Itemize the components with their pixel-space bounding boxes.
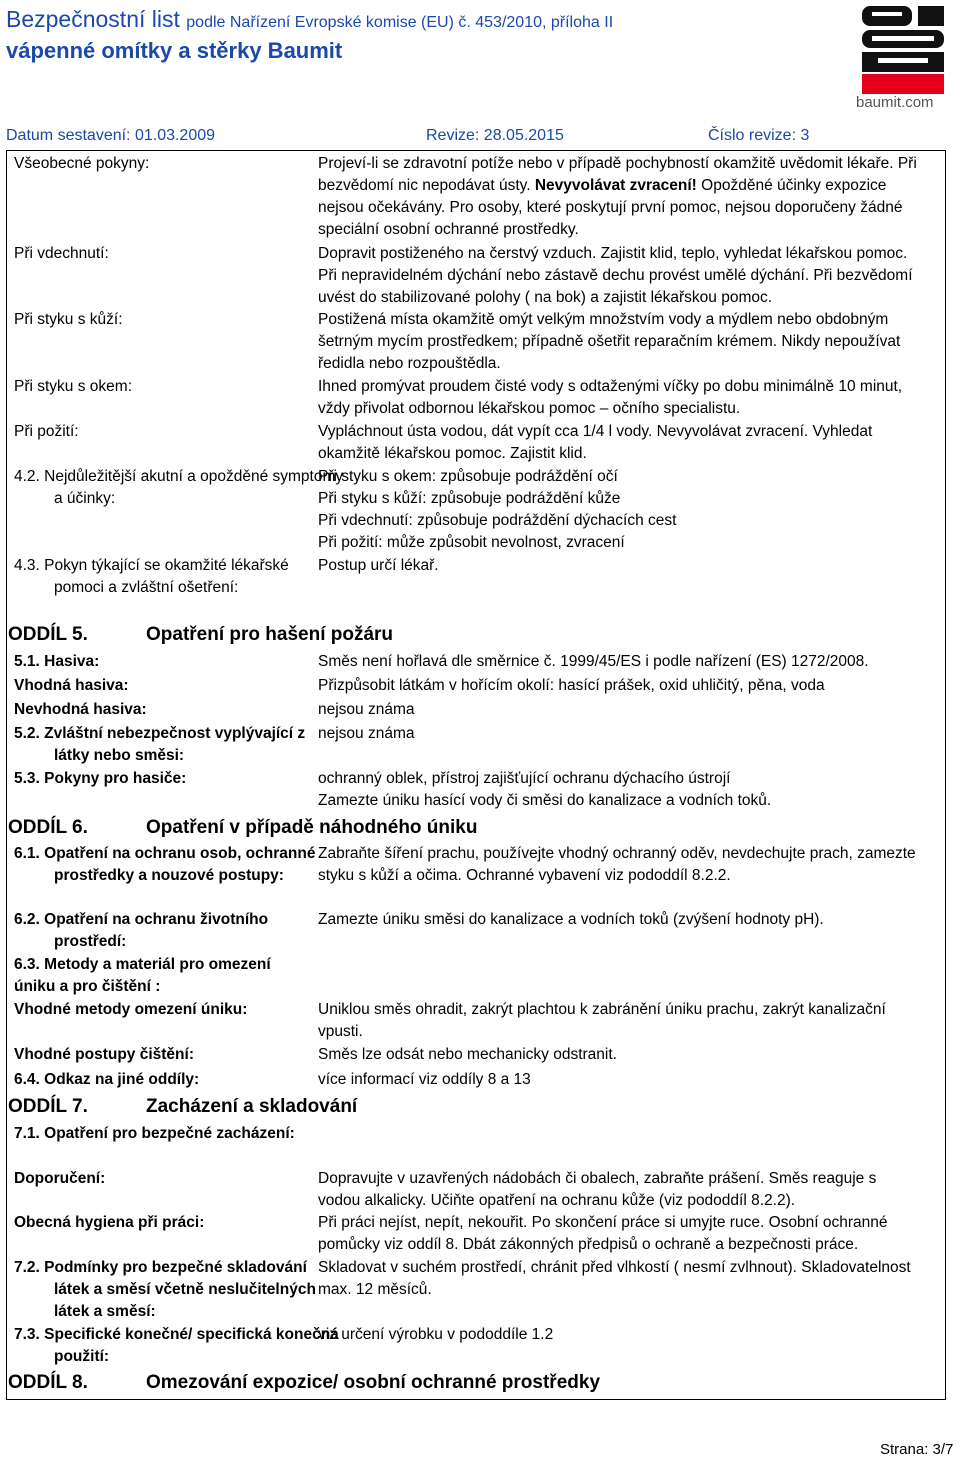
section-8-number: ODDÍL 8. — [8, 1372, 88, 1393]
suitable-media-text: Přizpůsobit látkám v hořícím okolí: hasící prášek, oxid uhličitý, pěna, voda — [318, 677, 825, 694]
section-5-heading — [8, 624, 393, 646]
containment-text: Uniklou směs ohradit, zakrýt plachtou k zabránění úniku prachu, zakrýt kanalizační vpusti. — [318, 1001, 886, 1040]
inhalation-text: Dopravit postiženého na čerstvý vzduch. Zajistit klid, teplo, vyhledat lékařskou pomoc. Při nepravidelném dýchání nebo zástavě dechu provést umělé dýchání. Při bezvědomí uvést do stabilizované polohy ( na bok) a zajistit lékařskou pomoc. — [318, 245, 913, 306]
symptom-ingestion: Při požití: může způsobit nevolnost, zvracení — [318, 534, 625, 551]
suitable-media-label: Vhodná hasiva: — [14, 677, 129, 694]
unsuitable-media-text: nejsou známa — [318, 701, 415, 718]
symptom-skin: Při styku s kůží: způsobuje podráždění kůže — [318, 490, 621, 507]
creation-date: Datum sestavení: 01.03.2009 — [6, 127, 216, 144]
section-5-number: ODDÍL 5. — [8, 624, 88, 645]
title-main: Bezpečnostní list — [6, 6, 180, 32]
symptom-inhalation: Při vdechnutí: způsobuje podráždění dýchacích cest — [318, 512, 677, 529]
ingestion-label: Při požití: — [14, 423, 79, 440]
general-advice-text: Projeví-li se zdravotní potíže nebo v případě pochybností okamžitě uvědomit lékaře. Při bezvědomí nic nepodávat ústy. Nevyvolávat zvracení! Opožděné účinky expozice nejsou očekávány. Pro osoby, které poskytují první pomoc, nejsou doporučeny žádné speciální osobní ochranné prostředky. — [318, 155, 917, 238]
extinguishing-media-text: Směs není hořlavá dle směrnice č. 1999/45/ES i podle nařízení (ES) 1272/2008. — [318, 653, 869, 670]
medical-attention-text: Postup určí lékař. — [318, 557, 439, 574]
containment-label: Vhodné metody omezení úniku: — [14, 1001, 248, 1018]
page-number: Strana: 3/7 — [880, 1441, 954, 1458]
unsuitable-media-label: Nevhodná hasiva: — [14, 701, 147, 718]
other-sections-text: více informací viz oddíly 8 a 13 — [318, 1071, 531, 1088]
revision-number: Číslo revize: 3 — [708, 127, 810, 144]
section-5-title: Opatření pro hašení požáru — [146, 624, 394, 645]
eye-contact-label: Při styku s okem: — [14, 378, 132, 395]
recommendation-label: Doporučení: — [14, 1170, 106, 1187]
symptom-eye: Při styku s okem: způsobuje podráždění očí — [318, 468, 618, 485]
section-8-title: Omezování expozice/ osobní ochranné prostředky — [146, 1372, 601, 1393]
symptoms-label: 4.2. Nejdůležitější akutní a opožděné symptomy a účinky: — [14, 468, 344, 507]
symptoms-list — [318, 466, 918, 554]
general-advice-label: Všeobecné pokyny: — [14, 155, 150, 172]
section-6-number: ODDÍL 6. — [8, 817, 88, 838]
skin-contact-label: Při styku s kůží: — [14, 311, 123, 328]
specific-end-use-label: 7.3. Specifické konečné/ specifická konečná použití: — [14, 1326, 339, 1365]
section-8-heading — [8, 1372, 600, 1394]
ingestion-text: Vypláchnout ústa vodou, dát vypít cca 1/4 l vody. Nevyvolávat zvracení. Vyhledat okamžitě lékařskou pomoc. Zajistit klid. — [318, 423, 873, 462]
special-hazards-text: nejsou známa — [318, 725, 415, 742]
firefighter-advice-label: 5.3. Pokyny pro hasiče: — [14, 770, 187, 787]
containment-methods-label: 6.3. Metody a materiál pro omezení úniku a pro čištění : — [14, 956, 271, 995]
section-6-heading — [8, 817, 477, 839]
product-name: vápenné omítky a stěrky Baumit — [6, 38, 343, 63]
recommendation-text: Dopravujte v uzavřených nádobách či obalech, zabraňte prášení. Směs reaguje s vodou alkalicky. Učiňte opatření na ochranu kůže (viz pododdíl 8.2.2). — [318, 1170, 877, 1209]
inhalation-label: Při vdechnutí: — [14, 245, 109, 262]
personal-precautions-label: 6.1. Opatření na ochranu osob, ochranné prostředky a nouzové postupy: — [14, 845, 316, 884]
environmental-precautions-text: Zamezte úniku směsi do kanalizace a vodních toků (zvýšení hodnoty pH). — [318, 911, 824, 928]
section-7-title: Zacházení a skladování — [146, 1096, 358, 1117]
title-sub: podle Nařízení Evropské komise (EU) č. 453/2010, příloha II — [186, 14, 614, 31]
cleaning-text: Směs lze odsát nebo mechanicky odstranit. — [318, 1046, 617, 1063]
skin-contact-text: Postižená místa okamžitě omýt velkým množstvím vody a mýdlem nebo obdobným šetrným mycím prostředkem; případně ošetřit reparačním krémem. Nikdy nepoužívat ředidla nebo rozpouštědla. — [318, 311, 901, 372]
hygiene-text: Při práci nejíst, nepít, nekouřit. Po skončení práce si umyjte ruce. Osobní ochranné pomůcky viz oddíl 8. Dbát zákonných předpisů o ochraně a bezpečnosti práce. — [318, 1214, 888, 1253]
medical-attention-label: 4.3. Pokyn týkající se okamžité lékařské pomoci a zvláštní ošetření: — [14, 557, 289, 596]
personal-precautions-text: Zabraňte šíření prachu, používejte vhodný ochranný oděv, nevdechujte prach, zamezte styku s kůží a očima. Ochranné vybavení viz pododdíl 8.2.2. — [318, 845, 916, 884]
extinguishing-media-label: 5.1. Hasiva: — [14, 653, 100, 670]
environmental-precautions-label: 6.2. Opatření na ochranu životního prostředí: — [14, 911, 269, 950]
section-7-number: ODDÍL 7. — [8, 1096, 88, 1117]
special-hazards-label: 5.2. Zvláštní nebezpečnost vyplývající z látky nebo směsi: — [14, 725, 306, 764]
hygiene-label: Obecná hygiena při práci: — [14, 1214, 205, 1231]
specific-end-use-text: viz určení výrobku v pododdíle 1.2 — [318, 1326, 554, 1343]
section-7-heading — [8, 1096, 357, 1118]
storage-label: 7.2. Podmínky pro bezpečné skladování látek a směsí včetně neslučitelných látek a směsí: — [14, 1259, 316, 1320]
eye-contact-text: Ihned promývat proudem čisté vody s odtaženými víčky po dobu minimálně 10 minut, vždy přivolat odbornou lékařskou pomoc – očního specialistu. — [318, 378, 903, 417]
section-6-title: Opatření v případě náhodného úniku — [146, 817, 478, 838]
document-title — [6, 6, 613, 33]
baumit-logo — [858, 4, 948, 96]
logo-website: baumit.com — [856, 94, 934, 111]
storage-text: Skladovat v suchém prostředí, chránit před vlhkostí ( nesmí zvlhnout). Skladovatelnost max. 12 měsíců. — [318, 1259, 911, 1298]
cleaning-label: Vhodné postupy čištění: — [14, 1046, 194, 1063]
safe-handling-label: 7.1. Opatření pro bezpečné zacházení: — [14, 1125, 295, 1142]
other-sections-label: 6.4. Odkaz na jiné oddíly: — [14, 1071, 200, 1088]
firefighter-advice-text: ochranný oblek, přístroj zajišťující ochranu dýchacího ústrojí Zamezte úniku hasící vody či směsi do kanalizace a vodních toků. — [318, 770, 772, 809]
revision-date: Revize: 28.05.2015 — [426, 127, 564, 144]
